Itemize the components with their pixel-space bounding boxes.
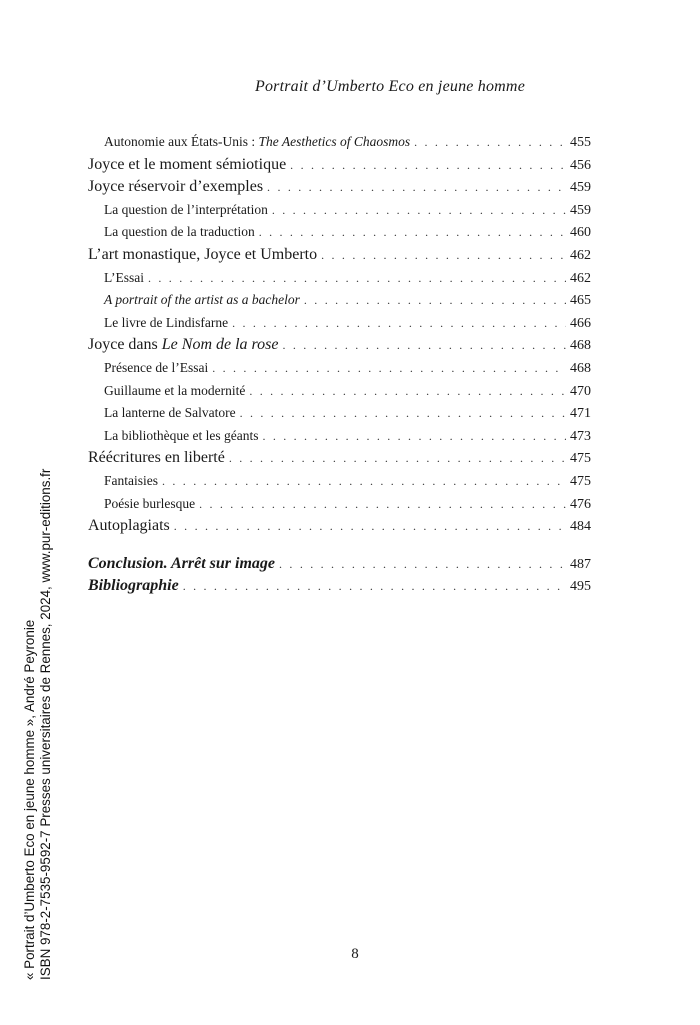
toc-entry-page: 468 [570, 338, 591, 354]
toc-entry-page: 462 [570, 247, 591, 263]
table-of-contents [88, 131, 591, 598]
toc-leader-dots [321, 245, 566, 267]
page-number: 8 [351, 946, 359, 962]
toc-entry [88, 267, 591, 290]
toc-entry-page: 475 [570, 473, 591, 489]
toc-entry [88, 380, 591, 403]
toc-entry-title [104, 221, 255, 243]
toc-leader-dots [283, 335, 567, 357]
toc-entry-title [104, 199, 268, 221]
toc-entry [88, 289, 591, 312]
toc-entry-title [88, 553, 275, 575]
toc-entry [88, 553, 591, 576]
toc-leader-dots [304, 290, 566, 312]
toc-entry-title-italic: The Aesthetics of Chaosmos [258, 134, 411, 149]
side-credit-line-2: ISBN 978-2-7535-9592-7 Presses universitaires de Rennes, 2024, www.pur-editions.fr [38, 468, 53, 980]
toc-entry-title-text: Joyce dans [88, 336, 162, 354]
toc-entry-title-text: La question de la traduction [104, 224, 255, 240]
toc-entry [88, 199, 591, 222]
toc-leader-dots [279, 554, 566, 576]
toc-entry-page: 456 [570, 157, 591, 173]
toc-leader-dots [262, 426, 566, 448]
toc-entry [88, 575, 591, 598]
toc-entry-title-text: La bibliothèque et les géants [104, 427, 259, 443]
toc-entry-title-text: L’Essai [104, 269, 144, 285]
toc-leader-dots [162, 471, 566, 493]
toc-entry-page: 466 [570, 315, 591, 331]
toc-entry-title-italic: Le Nom de la rose [161, 336, 279, 354]
toc-entry-title [104, 470, 158, 492]
toc-entry-title-text: Fantaisies [104, 472, 158, 488]
toc-entry-page: 471 [570, 406, 591, 422]
toc-entry [88, 131, 591, 154]
toc-entry-title [104, 425, 258, 447]
toc-entry-title [104, 131, 410, 153]
toc-entry-title [104, 402, 236, 424]
toc-entry-title-text: Joyce et le moment sémiotique [88, 155, 287, 173]
toc-entry-title-text: Poésie burlesque [104, 495, 196, 511]
toc-entry [88, 334, 591, 357]
toc-entry-title-text: Guillaume et la modernité [104, 382, 246, 398]
toc-entry [88, 470, 591, 493]
toc-entry-title [88, 515, 170, 537]
toc-entry-title-text: L’art monastique, Joyce et Umberto [88, 245, 318, 263]
toc-leader-dots [229, 448, 566, 470]
toc-entry [88, 493, 591, 516]
toc-entry-page: 468 [570, 360, 591, 376]
toc-entry-page: 470 [570, 383, 591, 399]
toc-entry-page: 475 [570, 451, 591, 467]
side-credit-line-1: « Portrait d’Umberto Eco en jeune homme », André Peyronie [22, 619, 37, 980]
toc-entry-page: 484 [570, 519, 591, 535]
toc-entry-page: 473 [570, 428, 591, 444]
toc-entry-title-text: Autoplagiats [88, 517, 170, 535]
toc-entry [88, 154, 591, 177]
toc-entry-page: 495 [570, 579, 591, 595]
toc-entry-title [104, 357, 208, 379]
toc-entry-title [88, 575, 179, 597]
toc-entry [88, 221, 591, 244]
toc-entry-page: 476 [570, 496, 591, 512]
toc-leader-dots [199, 494, 566, 516]
toc-leader-dots [232, 313, 566, 335]
toc-leader-dots [240, 403, 566, 425]
toc-entry-title-text: Le livre de Lindisfarne [104, 314, 229, 330]
toc-entry-page: 465 [570, 293, 591, 309]
toc-entry [88, 515, 591, 538]
toc-entry-page: 459 [570, 180, 591, 196]
toc-entry-title-text: Autonomie aux États-Unis : [104, 134, 259, 149]
toc-entry-title-text: Réécritures en liberté [88, 449, 225, 467]
toc-entry [88, 176, 591, 199]
toc-entry-title [88, 176, 263, 198]
toc-entry-page: 455 [570, 135, 591, 150]
running-head: Portrait d’Umberto Eco en jeune homme [254, 78, 525, 95]
toc-entry-title-text: Joyce réservoir d’exemples [88, 178, 264, 196]
toc-entry [88, 402, 591, 425]
toc-entry-title [104, 493, 195, 515]
toc-entry-title-text: Bibliographie [88, 577, 179, 595]
toc-entry-title [104, 312, 228, 334]
toc-entry-title-text: Conclusion. Arrêt sur image [88, 554, 276, 572]
toc-entry [88, 244, 591, 267]
toc-entry-title [104, 289, 300, 311]
toc-entry-title [104, 380, 245, 402]
toc-leader-dots [249, 381, 566, 403]
toc-entry-title [88, 447, 225, 469]
toc-entry [88, 357, 591, 380]
toc-leader-dots [290, 155, 566, 177]
toc-entry-title [88, 244, 317, 266]
toc-leader-dots [174, 516, 566, 538]
toc-leader-dots [148, 268, 566, 290]
toc-entry-title [104, 267, 144, 289]
toc-entry [88, 312, 591, 335]
toc-entry-page: 462 [570, 270, 591, 286]
toc-entry [88, 447, 591, 470]
toc-leader-dots [272, 200, 566, 222]
toc-leader-dots [183, 576, 566, 598]
toc-entry-title-text: La lanterne de Salvatore [104, 405, 236, 421]
toc-entry-title-text: La question de l’interprétation [104, 201, 268, 217]
toc-leader-dots [267, 177, 566, 199]
toc-entry-title [88, 154, 286, 176]
toc-entry-title-text: Présence de l’Essai [104, 359, 209, 375]
toc-entry-title-italic: A portrait of the artist as a bachelor [104, 292, 300, 308]
toc-entry [88, 425, 591, 448]
toc-entry-page: 487 [570, 556, 591, 572]
toc-entry-title [88, 334, 279, 356]
toc-leader-dots [414, 132, 566, 154]
toc-leader-dots [259, 222, 566, 244]
side-credit [22, 460, 54, 980]
toc-entry-page: 460 [570, 225, 591, 241]
toc-leader-dots [212, 358, 566, 380]
toc-entry-page: 459 [570, 202, 591, 218]
